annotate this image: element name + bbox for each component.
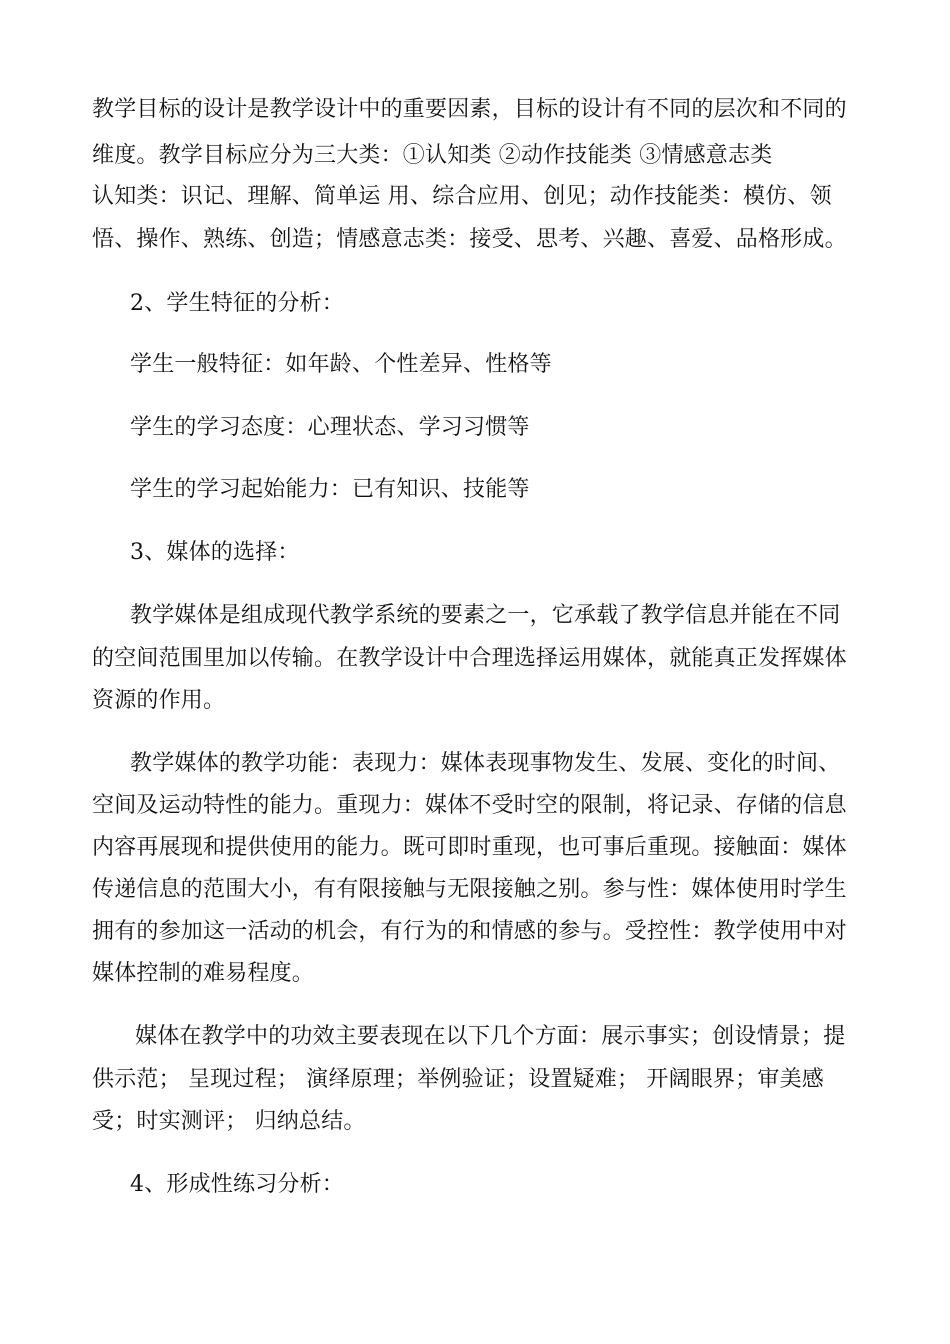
paragraph-line: 传递信息的范围大小，有有限接触与无限接触之别。参与性：媒体使用时学生 (92, 877, 847, 902)
paragraph-line: 拥有的参加这一活动的机会，有行为的和情感的参与。受控性：教学使用中对 (92, 919, 847, 944)
list-item: 学生的学习起始能力：已有知识、技能等 (130, 477, 530, 502)
section-heading: 4、形成性练习分析： (130, 1172, 344, 1197)
section-heading: 3、媒体的选择： (130, 540, 300, 565)
paragraph-line: 供示范； 呈现过程； 演绎原理；举例验证；设置疑难； 开阔眼界；审美感 (92, 1067, 824, 1092)
list-item: 学生的学习态度：心理状态、学习习惯等 (130, 415, 530, 440)
paragraph-line: 媒体控制的难易程度。 (92, 961, 315, 986)
paragraph-line: 空间及运动特性的能力。重现力：媒体不受时空的限制，将记录、存储的信息 (92, 793, 847, 818)
paragraph-line: 认知类：识记、理解、简单运 用、综合应用、创见；动作技能类：模仿、领 (92, 184, 832, 209)
paragraph-line: 教学媒体的教学功能：表现力：媒体表现事物发生、发展、变化的时间、 (130, 751, 841, 776)
paragraph-line: 媒体在教学中的功效主要表现在以下几个方面：展示事实；创设情景；提 (135, 1024, 846, 1049)
paragraph-line: 教学目标的设计是教学设计中的重要因素，目标的设计有不同的层次和不同的 (92, 97, 847, 122)
section-heading: 2、学生特征的分析： (130, 291, 344, 316)
paragraph-line: 的空间范围里加以传输。在教学设计中合理选择运用媒体，就能真正发挥媒体 (92, 646, 847, 671)
paragraph-line: 教学媒体是组成现代教学系统的要素之一，它承载了教学信息并能在不同 (130, 603, 841, 628)
paragraph-line: 内容再展现和提供使用的能力。既可即时重现，也可事后重现。接触面：媒体 (92, 835, 847, 860)
paragraph-line: 悟、操作、熟练、创造；情感意志类：接受、思考、兴趣、喜爱、品格形成。 (92, 227, 847, 252)
list-item: 学生一般特征：如年龄、个性差异、性格等 (130, 352, 552, 377)
paragraph-line: 资源的作用。 (92, 688, 226, 713)
paragraph-line: 维度。教学目标应分为三大类：①认知类 ②动作技能类 ③情感意志类 (92, 143, 773, 168)
paragraph-line: 受；时实测评； 归纳总结。 (92, 1109, 366, 1134)
